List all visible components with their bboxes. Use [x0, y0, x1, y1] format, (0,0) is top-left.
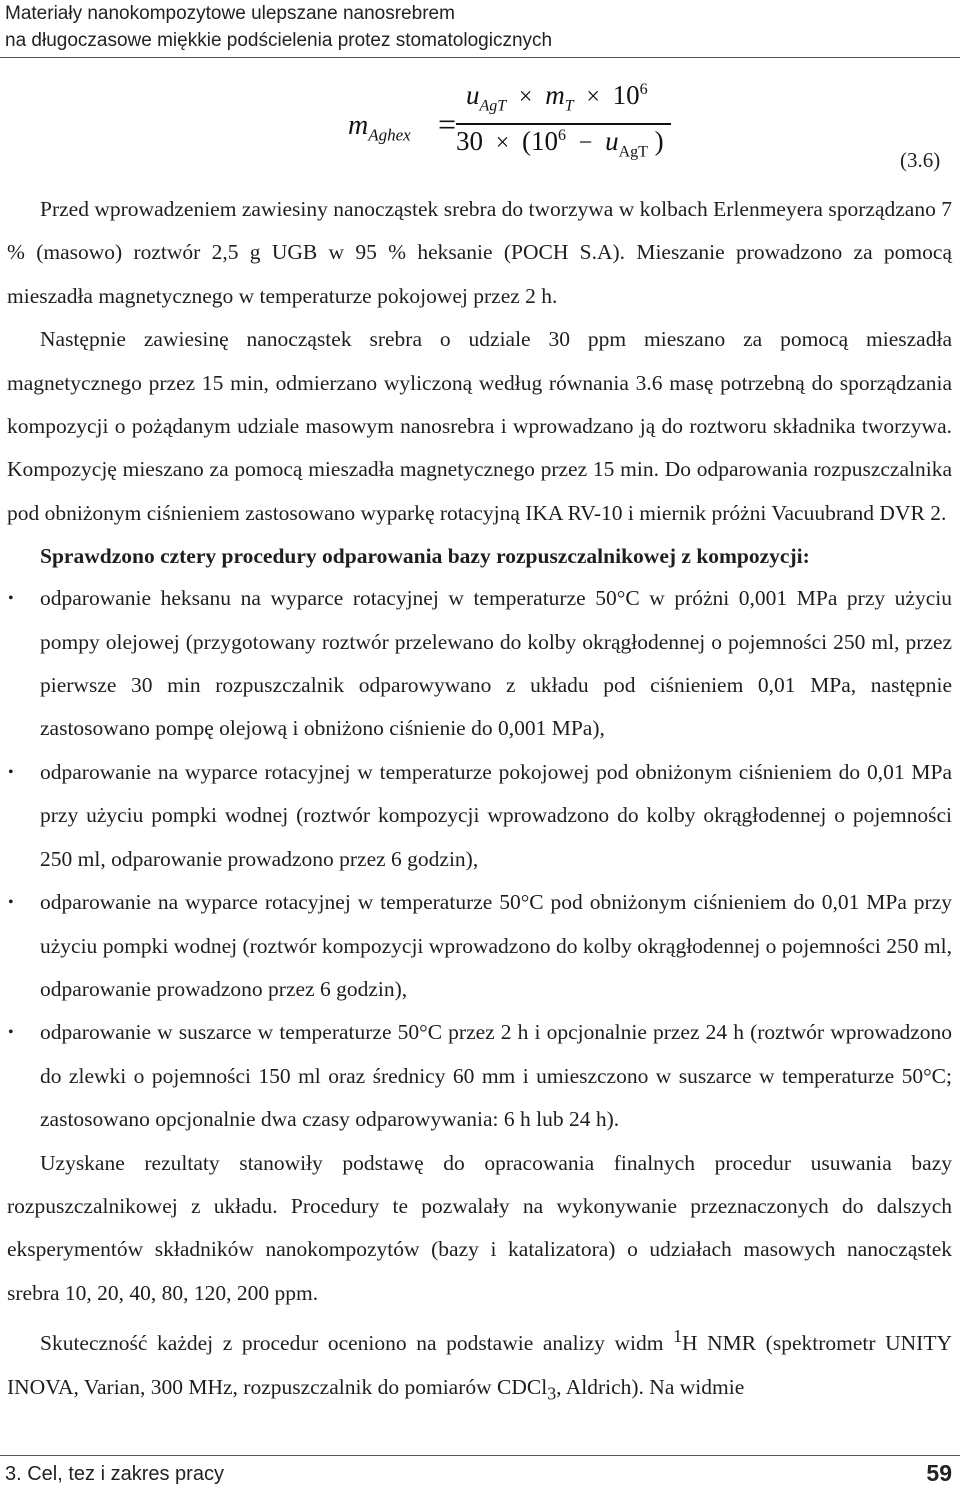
list-item	[7, 577, 952, 751]
equation-denominator: $30 \times (10^6 - u_{AgT}$ )	[456, 126, 664, 161]
procedures-list	[7, 577, 952, 1141]
header-line-2: na długoczasowe miękkie podścielenia protez stomatologicznych	[5, 30, 553, 51]
procedures-heading: Sprawdzono cztery procedury odparowania bazy rozpuszczalnikowej z kompozycji:	[40, 544, 810, 569]
list-item-text: odparowanie w suszarce w temperaturze 50°C przez 2 h i opcjonalnie przez 24 h (roztwór wprowadzono do zlewki o pojemności 150 ml oraz średnicy 60 mm i umieszczono w suszarce w temperaturze 50°C; zastosowano opcjonalnie dwa czasy odparowywania: 6 h lub 24 h).	[40, 1020, 952, 1132]
page-number: 59	[926, 1460, 952, 1486]
bullet-icon: •	[8, 1024, 14, 1042]
equation-lhs: $m_{Aghex}$	[348, 110, 411, 145]
equation-number: (3.6)	[900, 148, 941, 172]
running-header	[5, 0, 905, 54]
equation-3-6	[348, 78, 678, 168]
paragraph-2: Następnie zawiesinę nanocząstek srebra o udziale 30 ppm mieszano za pomocą mieszadła magnetycznego przez 15 min, odmierzano wyliczoną według równania 3.6 masę potrzebną do sporządzania kompozycji o pożądanym udziale masowym nanosrebra i wprowadzano ją do roztworu składnika tworzywa. Kompozycję mieszano za pomocą mieszadła magnetycznego przez 15 min. Do odparowania rozpuszczalnika pod obniżonym ciśnieniem zastosowano wyparkę rotacyjną IKA RV-10 i miernik próżni Vacuubrand DVR 2.	[7, 327, 952, 525]
bullet-icon: •	[8, 894, 14, 912]
bullet-icon: •	[8, 763, 14, 781]
list-item	[7, 751, 952, 881]
bullet-icon: •	[8, 590, 14, 608]
paragraph-4: Skuteczność każdej z procedur oceniono na podstawie analizy widm $^1$H NMR (spektrometr UNITY INOVA, Varian, 300 MHz, rozpuszczalnik do pomiarów CDCl$_3$, Aldrich). Na widmie	[7, 1326, 952, 1404]
header-rule	[0, 57, 960, 58]
main-text	[7, 188, 952, 1415]
equals-sign: =	[438, 106, 457, 142]
equation-numerator: $u_{AgT} \times m_T \times 10^6$	[466, 80, 648, 115]
paragraph-3: Uzyskane rezultaty stanowiły podstawę do opracowania finalnych procedur usuwania bazy rozpuszczalnikowej z układu. Procedury te pozwalały na wykonywanie przeznaczonych do dalszych eksperymentów składników nanokompozytów (bazy i katalizatora) o udziałach masowych nanocząstek srebra 10, 20, 40, 80, 120, 200 ppm.	[7, 1150, 952, 1305]
list-item	[7, 1011, 952, 1141]
footer-rule	[0, 1455, 960, 1456]
paragraph-1: Przed wprowadzeniem zawiesiny nanocząstek srebra do tworzywa w kolbach Erlenmeyera sporządzano 7 % (masowo) roztwór 2,5 g UGB w 95 % heksanie (POCH S.A). Mieszanie prowadzono za pomocą mieszadła magnetycznego w temperaturze pokojowej przez 2 h.	[7, 197, 952, 308]
footer-section-title: 3. Cel, tez i zakres pracy	[5, 1463, 224, 1485]
list-item-text: odparowanie na wyparce rotacyjnej w temperaturze pokojowej pod obniżonym ciśnieniem do 0,01 MPa przy użyciu pompki wodnej (roztwór kompozycji wprowadzono do kolby okrągłodennej o pojemności 250 ml, odparowanie prowadzono przez 6 godzin),	[40, 759, 952, 871]
list-item	[7, 881, 952, 1011]
fraction-bar	[456, 123, 671, 125]
header-line-1: Materiały nanokompozytowe ulepszane nanosrebrem	[5, 3, 455, 24]
list-item-text: odparowanie na wyparce rotacyjnej w temperaturze 50°C pod obniżonym ciśnieniem do 0,01 MPa przy użyciu pompki wodnej (roztwór kompozycji wprowadzono do kolby okrągłodennej o pojemności 250 ml, odparowanie prowadzono przez 6 godzin),	[40, 890, 952, 1001]
list-item-text: odparowanie heksanu na wyparce rotacyjnej w temperaturze 50°C w próżni 0,001 MPa przy użyciu pompy olejowej (przygotowany roztwór przelewano do kolby okrągłodennej o pojemności 250 ml, przez pierwsze 30 min rozpuszczalnik odparowywano z układu pod ciśnieniem 0,01 MPa, następnie zastosowano pompę olejową i obniżono ciśnienie do 0,001 MPa),	[40, 586, 952, 741]
